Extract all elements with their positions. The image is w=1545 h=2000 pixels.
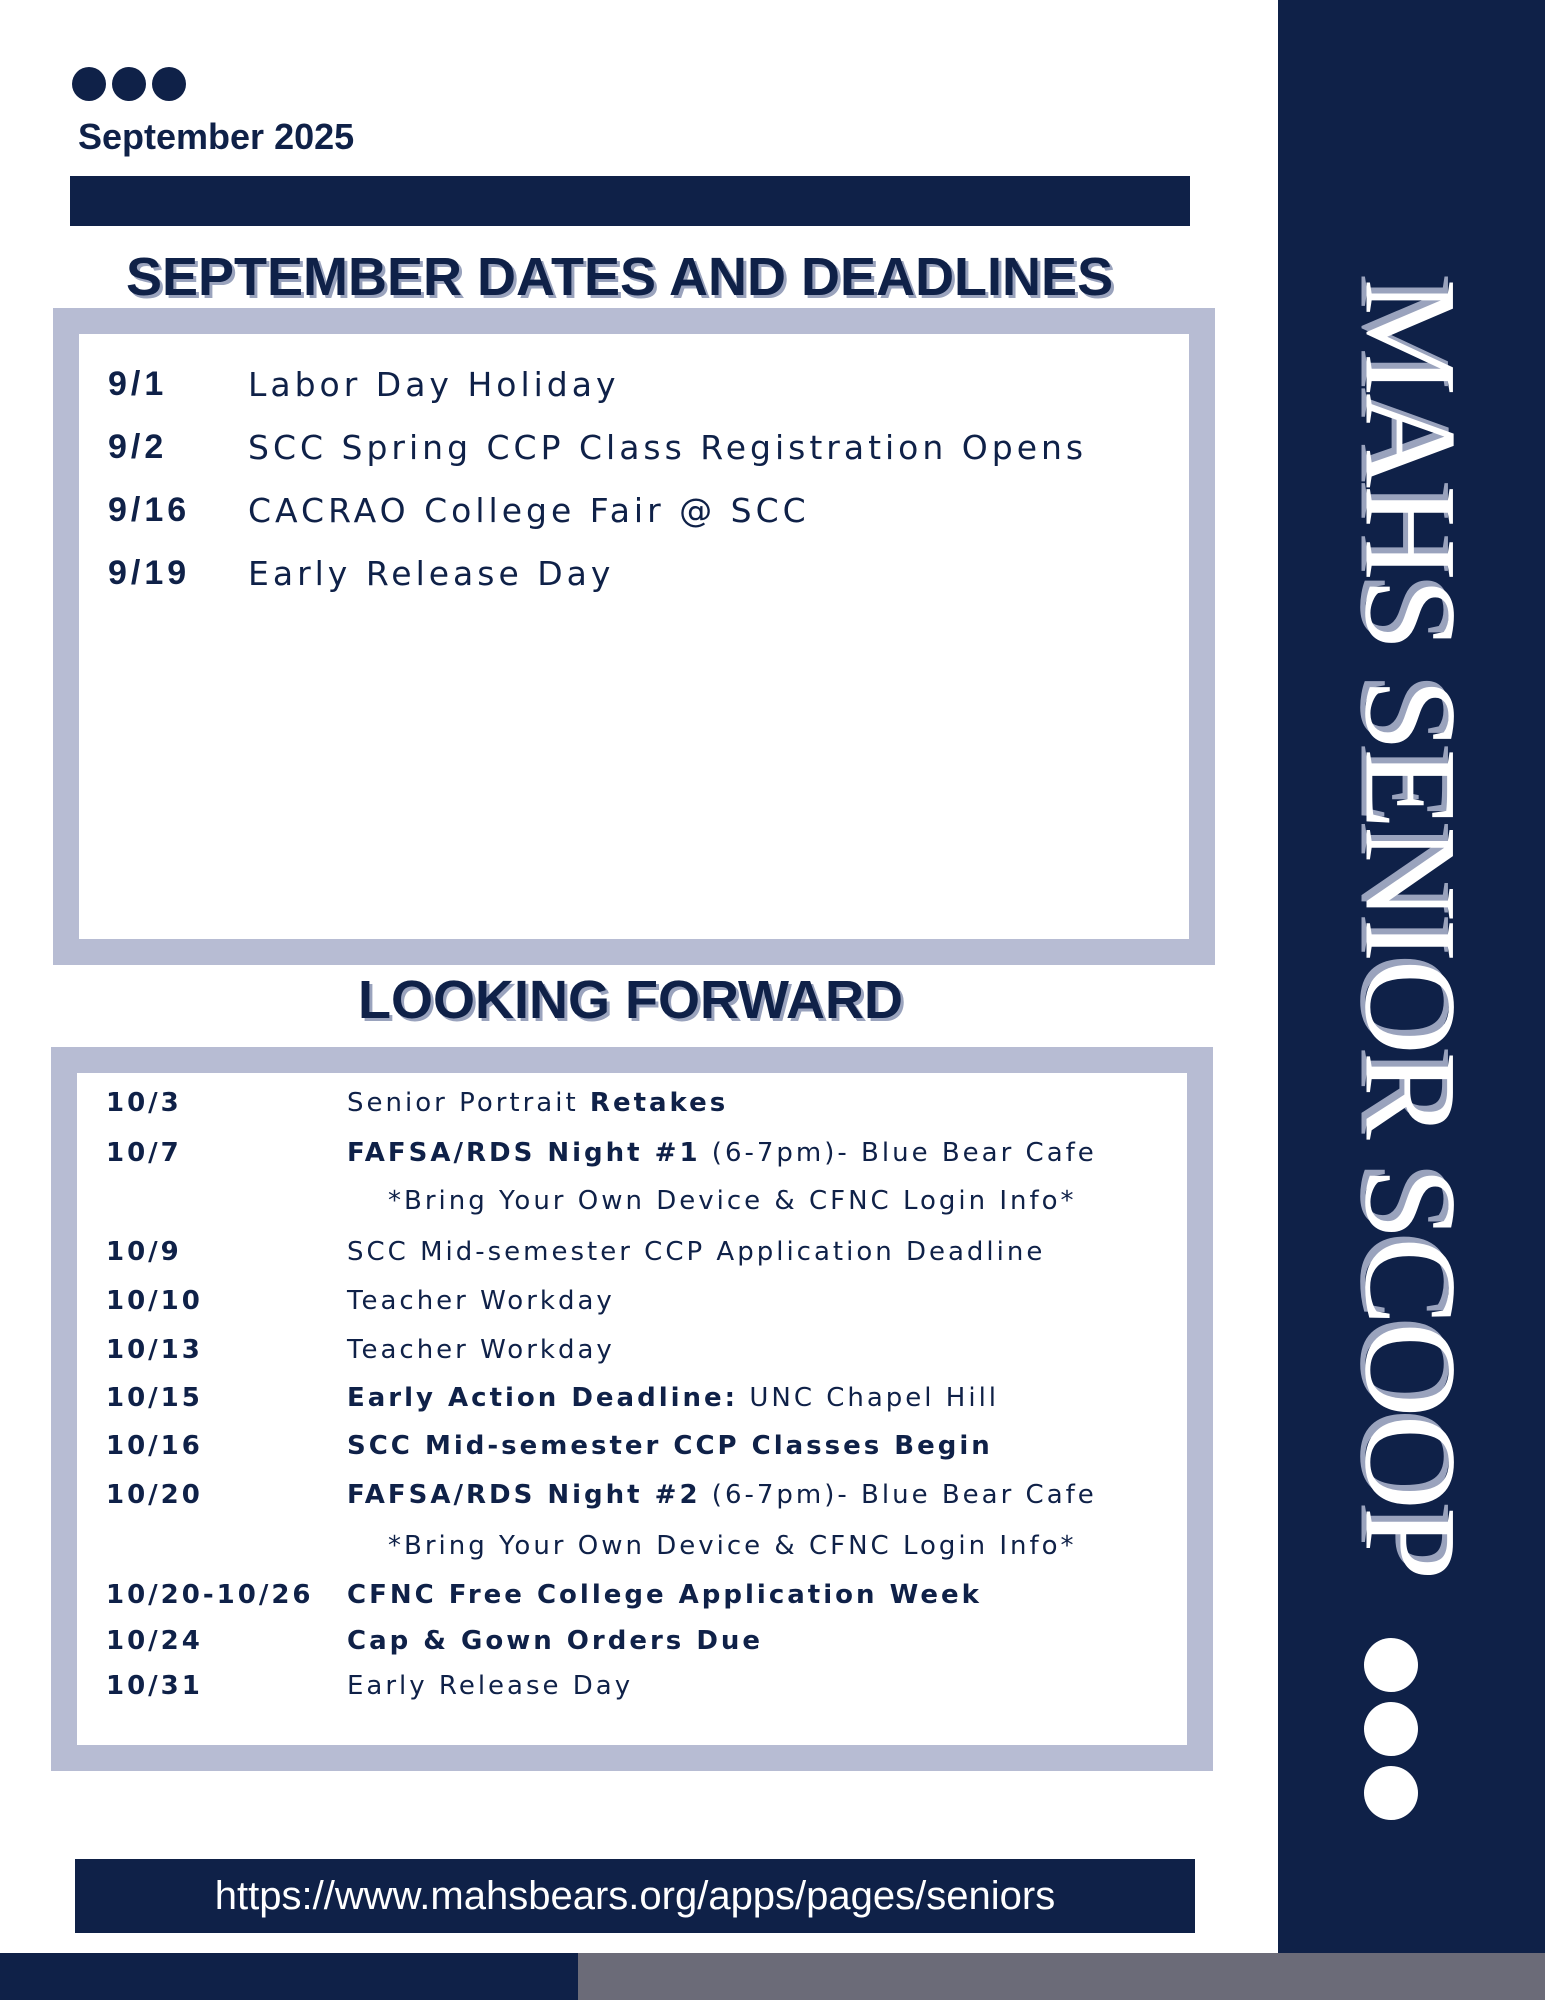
event-text: Early Release Day: [347, 1671, 634, 1701]
event-name: Labor Day Holiday: [248, 364, 620, 404]
event-detail: (6-7pm)- Blue Bear Cafe: [700, 1480, 1097, 1510]
event-date: 10/20: [106, 1480, 203, 1510]
event-text: Teacher Workday: [347, 1286, 615, 1316]
event-detail: (6-7pm)- Blue Bear Cafe: [700, 1138, 1097, 1168]
event-date: 10/15: [106, 1383, 203, 1413]
event-detail: UNC Chapel Hill: [738, 1383, 1000, 1413]
event-date: 9/16: [108, 490, 191, 529]
september-item: [108, 485, 810, 535]
masthead-title: MAHS SENIOR SCOOP: [1337, 278, 1485, 1578]
september-item: [108, 548, 614, 598]
side-decorative-dots: [1364, 1638, 1418, 1820]
header-bar: [70, 176, 1190, 226]
event-date: 10/10: [106, 1286, 203, 1316]
forward-item: [106, 1426, 993, 1466]
footer-url-link[interactable]: https://www.mahsbears.org/apps/pages/seniors: [75, 1859, 1195, 1933]
september-heading: SEPTEMBER DATES AND DEADLINES: [126, 247, 1114, 307]
forward-item: [106, 1575, 982, 1615]
event-date: 10/9: [106, 1237, 182, 1267]
forward-item: [106, 1133, 1097, 1173]
event-bold-text: SCC Mid-semester CCP Classes Begin: [347, 1431, 993, 1461]
event-date: 10/24: [106, 1626, 203, 1656]
event-date: 9/1: [108, 364, 168, 403]
forward-item: [106, 1378, 999, 1418]
event-name: SCC Spring CCP Class Registration Opens: [248, 427, 1088, 467]
issue-date: September 2025: [78, 116, 355, 157]
event-note: *Bring Your Own Device & CFNC Login Info*: [388, 1531, 1077, 1561]
event-text: SCC Mid-semester CCP Application Deadline: [347, 1237, 1046, 1267]
event-note: *Bring Your Own Device & CFNC Login Info*: [388, 1186, 1077, 1216]
forward-item: [106, 1475, 1097, 1515]
forward-item: [106, 1281, 615, 1321]
event-date: 10/16: [106, 1431, 203, 1461]
footer-band-gray: [578, 1953, 1545, 2000]
decorative-dots: [72, 67, 186, 101]
forward-item: [106, 1666, 633, 1706]
forward-item: [106, 1232, 1045, 1272]
event-bold-text: FAFSA/RDS Night #2: [347, 1480, 701, 1510]
event-bold-text: CFNC Free College Application Week: [347, 1580, 982, 1610]
forward-item: [106, 1621, 763, 1661]
dot-icon: [1364, 1702, 1418, 1756]
event-bold-text: Retakes: [589, 1088, 729, 1118]
event-bold-text: Cap & Gown Orders Due: [347, 1626, 764, 1656]
event-date: 9/19: [108, 553, 191, 592]
event-bold-text: FAFSA/RDS Night #1: [347, 1138, 701, 1168]
dot-icon: [152, 67, 186, 101]
event-date: 9/2: [108, 427, 168, 466]
footer-band-navy: [0, 1953, 578, 2000]
event-date: 10/20-10/26: [106, 1580, 314, 1610]
event-bold-text: Early Action Deadline:: [347, 1383, 739, 1413]
event-name: Early Release Day: [248, 553, 615, 593]
event-date: 10/3: [106, 1088, 182, 1118]
event-text: Teacher Workday: [347, 1335, 615, 1365]
dot-icon: [1364, 1638, 1418, 1692]
september-item: [108, 422, 1087, 472]
dot-icon: [1364, 1766, 1418, 1820]
event-name: CACRAO College Fair @ SCC: [248, 490, 810, 530]
event-date: 10/7: [106, 1138, 182, 1168]
event-date: 10/31: [106, 1671, 203, 1701]
forward-item: [106, 1330, 615, 1370]
looking-forward-heading: LOOKING FORWARD: [358, 970, 903, 1030]
event-date: 10/13: [106, 1335, 203, 1365]
dot-icon: [72, 67, 106, 101]
event-text: Senior Portrait: [347, 1088, 590, 1118]
september-item: [108, 359, 620, 409]
forward-item: [106, 1083, 728, 1123]
dot-icon: [112, 67, 146, 101]
